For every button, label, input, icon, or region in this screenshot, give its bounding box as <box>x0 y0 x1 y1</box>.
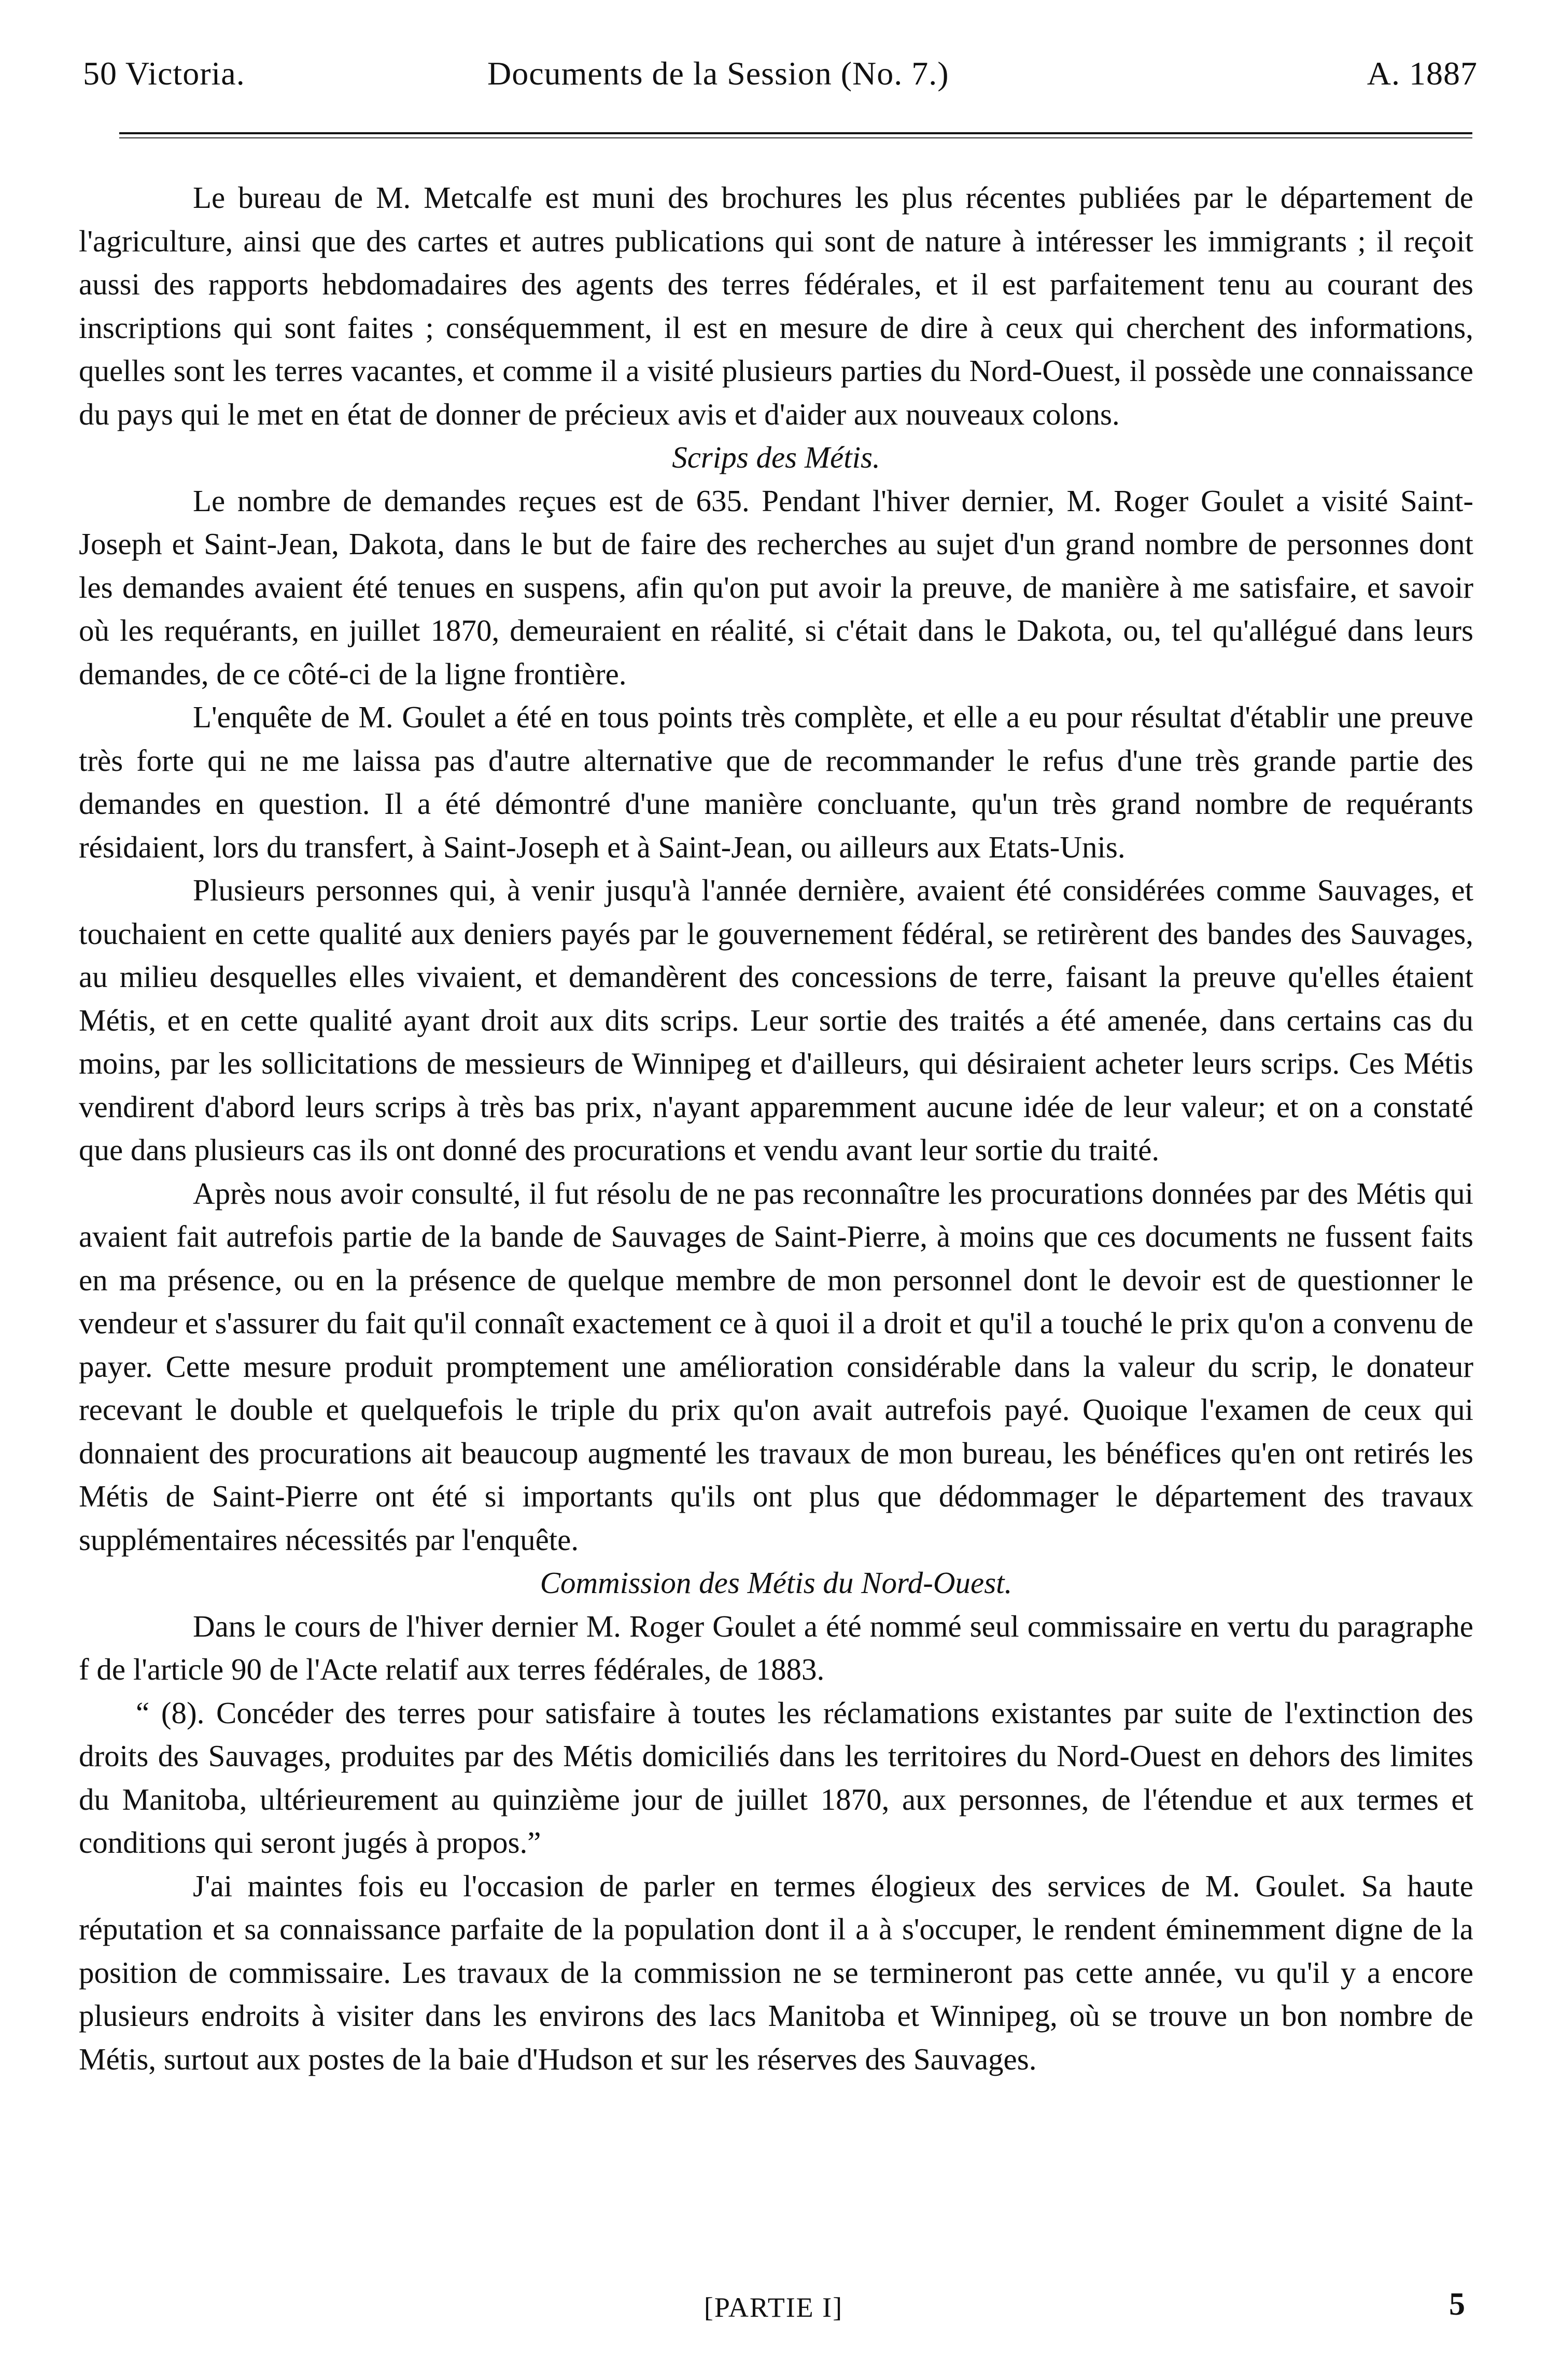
paragraph-commissaire: Dans le cours de l'hiver dernier M. Roger Goulet a été nommé seul commissaire en vertu du paragraphe f de l'article 90 de l'Acte relatif aux terres fédérales, de 1883. <box>79 1609 1473 1686</box>
header-title: Documents de la Session (No. 7.) <box>487 55 949 92</box>
quoted-statute: “ (8). Concéder des terres pour satisfaire à toutes les réclamations existantes par suite de l'extinction des droits des Sauvages, produites par des Métis domiciliés dans les territoires du Nord-Ouest en dehors des limites du Manitoba, ultérieurement au quinzième jour de juillet 1870, aux personnes, de l'étendue et aux termes et conditions qui seront jugés à propos.” <box>79 1695 1473 1860</box>
paragraph-demandes: Le nombre de demandes reçues est de 635. Pendant l'hiver dernier, M. Roger Goulet a visité Saint-Joseph et Saint-Jean, Dakota, dans le but de faire des recherches au sujet d'un grand nombre de personnes dont les demandes avaient été tenues en suspens, afin qu'on put avoir la preuve, de manière à me satisfaire, et savoir où les requérants, en juillet 1870, demeuraient en réalité, si c'était dans le Dakota, ou, tel qu'allégué dans leurs demandes, de ce côté-ci de la ligne frontière. <box>79 483 1473 691</box>
header-series: A. 1887 <box>1367 55 1478 92</box>
section-heading-commission: Commission des Métis du Nord-Ouest. <box>540 1566 1012 1600</box>
header-rule <box>119 132 1472 134</box>
header-year: 50 Victoria. <box>83 55 245 92</box>
section-heading-scrips: Scrips des Métis. <box>672 440 880 474</box>
running-header <box>83 49 1478 106</box>
paragraph-sauvages: Plusieurs personnes qui, à venir jusqu'à l'année dernière, avaient été considérées comme Sauvages, et touchaient en cette qualité aux deniers payés par le gouvernement fédéral, se retirèrent des bandes des Sauvages, au milieu desquelles elles vivaient, et demandèrent des concessions de terre, faisant la preuve qu'elles étaient Métis, et en cette qualité ayant droit aux dits scrips. Leur sortie des traités a été amenée, dans certains cas du moins, par les sollicitations de messieurs de Winnipeg et d'ailleurs, qui désiraient acheter leurs scrips. Ces Métis vendirent d'abord leurs scrips à très bas prix, n'ayant apparemment aucune idée de leur valeur; et on a constaté que dans plusieurs cas ils ont donné des procurations et vendu avant leur sortie du traité. <box>79 873 1473 1167</box>
page-number: 5 <box>1449 2287 1465 2322</box>
page-body <box>79 176 1473 2081</box>
paragraph-goulet-services: J'ai maintes fois eu l'occasion de parler en termes élogieux des services de M. Goulet. Sa haute réputation et sa connaissance parfaite de la population dont il a à s'occuper, le rendent éminemment digne de la position de commissaire. Les travaux de la commission ne se termineront pas cette année, vu qu'il y a encore plusieurs endroits à visiter dans les environs des lacs Manitoba et Winnipeg, où se trouve un bon nombre de Métis, surtout aux postes de la baie d'Hudson et sur les réserves des Sauvages. <box>79 1868 1473 2076</box>
header-rule-secondary <box>119 137 1472 138</box>
paragraph-enquete: L'enquête de M. Goulet a été en tous points très complète, et elle a eu pour résultat d'établir une preuve très forte qui ne me laissa pas d'autre alternative que de recommander le refus d'une très grande partie des demandes en question. Il a été démontré d'une manière concluante, qu'un très grand nombre de requérants résidaient, lors du transfert, à Saint-Joseph et à Saint-Jean, ou ailleurs aux Etats-Unis. <box>79 700 1473 864</box>
footer-part-label: [PARTIE I] <box>704 2292 843 2323</box>
paragraph-metcalfe-bureau: Le bureau de M. Metcalfe est muni des brochures les plus récentes publiées par le département de l'agriculture, ainsi que des cartes et autres publications qui sont de nature à intéresser les immigrants ; il reçoit aussi des rapports hebdomadaires des agents des terres fédérales, et il est parfaitement tenu au courant des inscriptions qui sont faites ; conséquemment, il est en mesure de dire à ceux qui cherchent des informations, quelles sont les terres vacantes, et comme il a visité plusieurs parties du Nord-Ouest, il possède une connaissance du pays qui le met en état de donner de précieux avis et d'aider aux nouveaux colons. <box>79 180 1473 431</box>
paragraph-procurations: Après nous avoir consulté, il fut résolu de ne pas reconnaître les procurations données par des Métis qui avaient fait autrefois partie de la bande de Sauvages de Saint-Pierre, à moins que ces documents ne fussent faits en ma présence, ou en la présence de quelque membre de mon personnel dont le devoir est de questionner le vendeur et s'assurer du fait qu'il connaît exactement ce à quoi il a droit et qu'il a touché le prix qu'on a convenu de payer. Cette mesure produit promptement une amélioration considérable dans la valeur du scrip, le donateur recevant le double et quelquefois le triple du prix qu'on avait autrefois payé. Quoique l'examen de ceux qui donnaient des procurations ait beaucoup augmenté les travaux de mon bureau, les bénéfices qu'en ont retirés les Métis de Saint-Pierre ont été si importants qu'ils ont plus que dédommager le département des travaux supplémentaires nécessités par l'enquête. <box>79 1176 1473 1557</box>
